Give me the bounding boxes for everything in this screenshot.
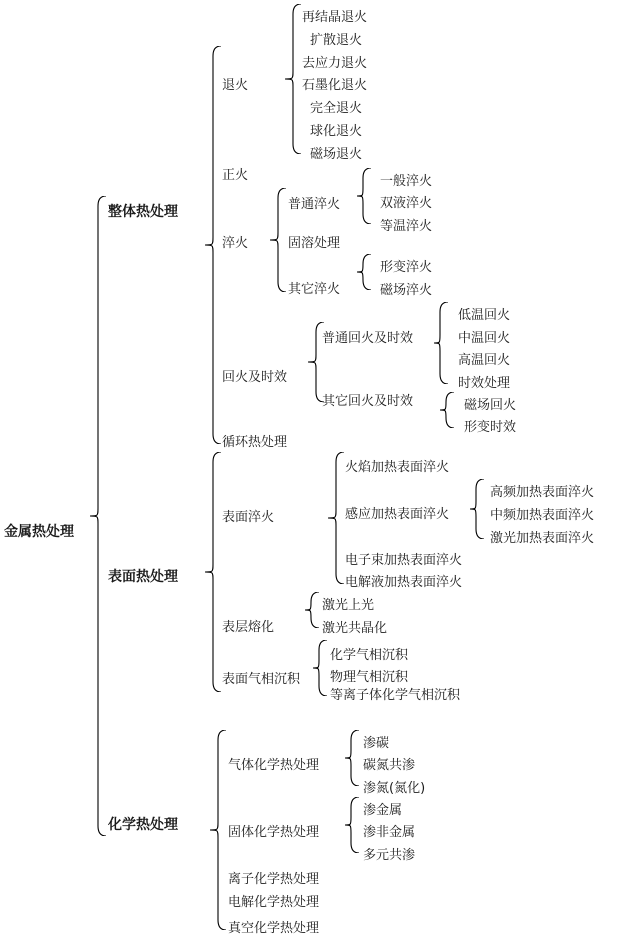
- node-1-4: 回火及时效: [222, 370, 288, 385]
- node-2-2-1: 激光上光: [322, 598, 375, 613]
- brace-solid: [345, 797, 359, 853]
- node-1-5: 循环热处理: [222, 435, 288, 450]
- node-1-3-1-1: 一般淬火: [380, 174, 433, 189]
- brace-normal-temper: [434, 302, 448, 384]
- node-2-1-2: 感应加热表面淬火: [345, 507, 450, 522]
- branch-3: 化学热处理: [108, 817, 178, 833]
- node-1-1-5: 完全退火: [310, 101, 363, 116]
- node-1-4-1-1: 低温回火: [458, 308, 511, 323]
- node-3-2-2: 渗非金属: [363, 825, 416, 840]
- node-1-1: 退火: [222, 78, 249, 93]
- node-2-1: 表面淬火: [222, 510, 275, 525]
- node-1-1-1: 再结晶退火: [302, 10, 368, 25]
- node-2-3-1: 化学气相沉积: [330, 648, 409, 663]
- node-3-1-2: 碳氮共渗: [363, 758, 416, 773]
- brace-induction: [470, 479, 484, 539]
- brace-quench: [270, 188, 286, 292]
- node-2-1-2-3: 激光加热表面淬火: [490, 531, 595, 546]
- node-3-2: 固体化学热处理: [228, 825, 320, 840]
- brace-normal-quench: [357, 168, 371, 224]
- node-2-3-2: 物理气相沉积: [330, 670, 409, 685]
- node-1-1-2: 扩散退火: [310, 33, 363, 48]
- node-1-3-3-2: 磁场淬火: [380, 283, 433, 298]
- node-2-2-2: 激光共晶化: [322, 621, 388, 636]
- brace-other-quench: [357, 254, 371, 290]
- brace-surface-quench: [328, 452, 344, 584]
- node-3-5: 真空化学热处理: [228, 921, 320, 936]
- node-1-1-4: 石墨化退火: [302, 78, 368, 93]
- brace-surface: [205, 452, 221, 692]
- node-1-3-3-1: 形变淬火: [380, 260, 433, 275]
- brace-other-temper: [440, 392, 454, 428]
- node-1-4-1-4: 时效处理: [458, 376, 511, 391]
- node-3-2-1: 渗金属: [363, 803, 403, 818]
- node-2-1-1: 火焰加热表面淬火: [345, 460, 450, 475]
- node-1-3-3: 其它淬火: [288, 282, 341, 297]
- brace-integral: [205, 46, 221, 444]
- node-2-1-2-2: 中频加热表面淬火: [490, 508, 595, 523]
- brace-cvd: [313, 640, 327, 696]
- branch-1: 整体热处理: [108, 204, 178, 220]
- node-1-1-3: 去应力退火: [302, 56, 368, 71]
- node-3-1-1: 渗碳: [363, 736, 390, 751]
- branch-2: 表面热处理: [108, 569, 178, 585]
- node-1-3-1-2: 双液淬火: [380, 196, 433, 211]
- node-1-2: 正火: [222, 168, 249, 183]
- node-3-1-3: 渗氮(氮化): [363, 781, 426, 796]
- node-3-1: 气体化学热处理: [228, 758, 320, 773]
- node-2-1-2-1: 高频加热表面淬火: [490, 485, 595, 500]
- node-1-3: 淬火: [222, 236, 249, 251]
- node-1-1-6: 球化退火: [310, 124, 363, 139]
- node-2-3: 表面气相沉积: [222, 672, 301, 687]
- node-1-4-1-2: 中温回火: [458, 331, 511, 346]
- node-1-3-2: 固溶处理: [288, 236, 341, 251]
- node-3-3: 离子化学热处理: [228, 872, 320, 887]
- brace-chemical: [210, 730, 226, 930]
- brace-gas: [345, 730, 359, 786]
- node-1-4-2-2: 形变时效: [464, 420, 517, 435]
- node-1-4-2: 其它回火及时效: [322, 394, 414, 409]
- node-2-1-3: 电子束加热表面淬火: [345, 553, 463, 568]
- node-1-4-1-3: 高温回火: [458, 353, 511, 368]
- brace-melt: [305, 592, 319, 628]
- root-brace: [90, 196, 106, 836]
- node-3-4: 电解化学热处理: [228, 895, 320, 910]
- node-2-1-4: 电解液加热表面淬火: [345, 575, 463, 590]
- node-1-4-2-1: 磁场回火: [464, 398, 517, 413]
- node-1-3-1-3: 等温淬火: [380, 219, 433, 234]
- root-node: 金属热处理: [4, 524, 74, 540]
- node-2-3-3: 等离子体化学气相沉积: [330, 688, 461, 703]
- node-2-2: 表层熔化: [222, 620, 275, 635]
- node-3-2-3: 多元共渗: [363, 848, 416, 863]
- brace-anneal: [285, 4, 301, 154]
- node-1-3-1: 普通淬火: [288, 197, 341, 212]
- node-1-4-1: 普通回火及时效: [322, 331, 414, 346]
- node-1-1-7: 磁场退火: [310, 147, 363, 162]
